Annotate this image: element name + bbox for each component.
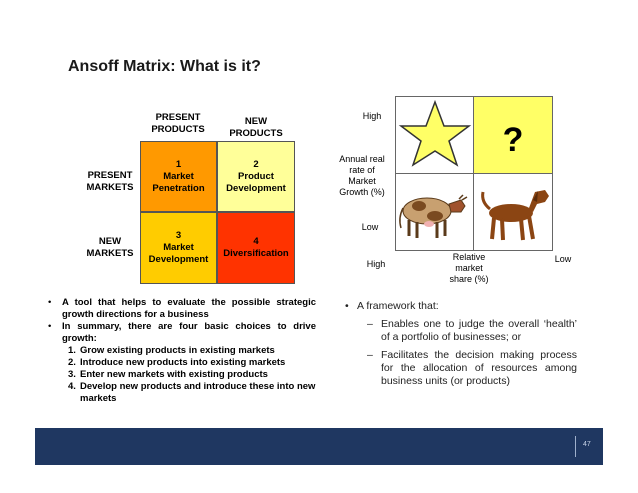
bcg-y-low: Low [361, 222, 379, 232]
row-header-present-markets: PRESENT MARKETS [86, 170, 134, 193]
right-bullet-list [345, 300, 577, 388]
row-header-new-markets: NEW MARKETS [86, 236, 134, 259]
col-header-present-products: PRESENT PRODUCTS [151, 112, 205, 135]
question-mark-icon: ? [502, 121, 524, 159]
list-item: • In summary, there are four basic choices to drive growth: [48, 321, 316, 344]
list-item: 2. Introduce new products into existing markets [68, 357, 286, 368]
bcg-x-high: High [366, 259, 386, 269]
cell-market-penetration: 1 Market Penetration [140, 141, 217, 212]
list-item: – Enables one to judge the overall ‘health’ of a portfolio of businesses; or [367, 318, 577, 343]
footer-divider [575, 436, 576, 457]
bcg-matrix [395, 96, 553, 251]
bcg-y-axis-label: Annual real rate of Market Growth (%) [339, 154, 385, 197]
slide-title: Ansoff Matrix: What is it? [68, 58, 261, 75]
list-item: • A tool that helps to evaluate the possible strategic growth directions for a business [48, 297, 316, 320]
cell-product-development: 2 Product Development [217, 141, 295, 212]
bcg-x-axis-label: Relative market share (%) [449, 252, 489, 284]
cell-diversification: 4 Diversification [217, 212, 295, 284]
left-bullet-list [48, 297, 316, 405]
col-header-new-products: NEW PRODUCTS [229, 116, 283, 139]
cell-market-development: 3 Market Development [140, 212, 217, 284]
bcg-y-high: High [362, 111, 382, 121]
list-item: – Facilitates the decision making process for the allocation of resources among business units (or products) [367, 349, 577, 387]
list-item: • A framework that: [345, 300, 439, 312]
footer-bar [35, 428, 603, 465]
page-number: 47 [583, 441, 591, 448]
bcg-x-low: Low [554, 254, 572, 264]
list-item: 3. Enter new markets with existing products [68, 369, 268, 380]
list-item: 4. Develop new products and introduce these into new markets [68, 381, 316, 404]
list-item: 1. Grow existing products in existing markets [68, 345, 275, 356]
